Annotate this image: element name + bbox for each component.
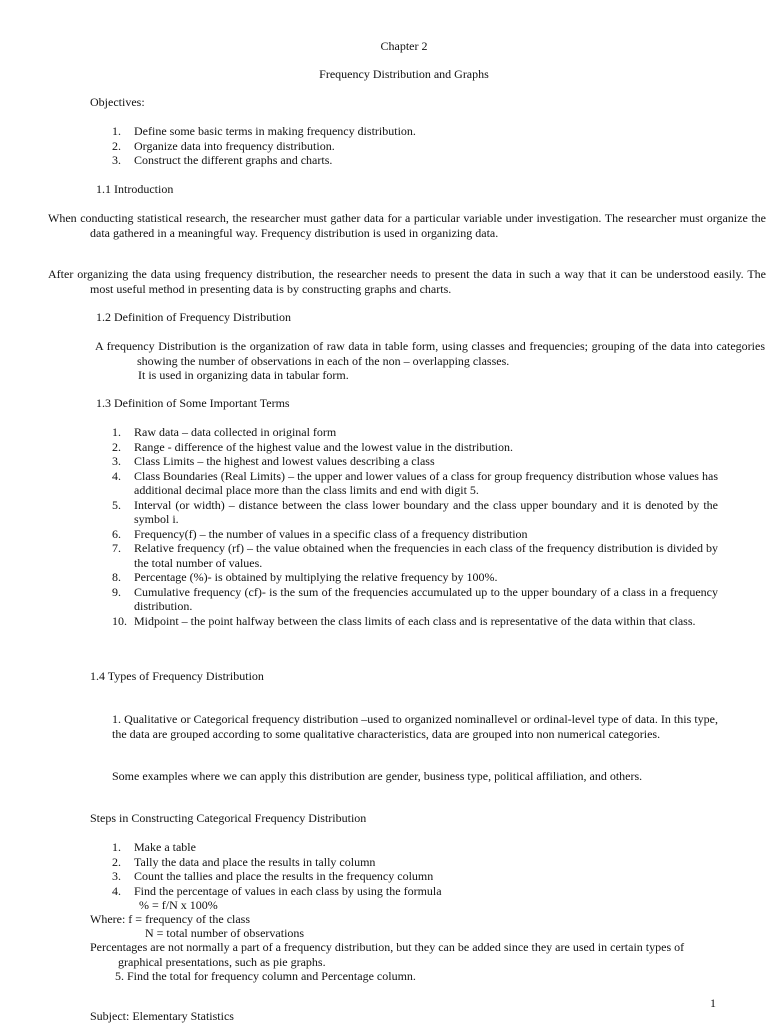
list-item: 4. Find the percentage of values in each class by using the formula (112, 883, 442, 898)
objectives-list (112, 124, 612, 168)
list-item: 4. Class Boundaries (Real Limits) – the upper and lower values of a class for group frequency distribution whose values has additional decimal place more than the class limits and end with digit 5. (112, 468, 718, 497)
where-f-line: Where: f = frequency of the class (90, 912, 251, 926)
list-item: 1. Make a table (112, 840, 196, 854)
section-heading-1-1: 1.1 Introduction (96, 182, 174, 196)
list-item: 1. Define some basic terms in making frequency distribution. (112, 124, 416, 138)
list-item: 1. Raw data – data collected in original form (112, 425, 337, 439)
intro-paragraph-2: After organizing the data using frequency distribution, the researcher needs to present the data in such a way that it can be understood easily. The most useful method in presenting data is by constructing graphs and charts. (48, 267, 766, 296)
where-n-line: N = total number of observations (145, 926, 305, 940)
step-5-line: 5. Find the total for frequency column and Percentage column. (115, 969, 416, 983)
examples-paragraph: Some examples where we can apply this distribution are gender, business type, political affiliation, and others. (112, 769, 643, 783)
section-heading-1-2: 1.2 Definition of Frequency Distribution (96, 310, 291, 324)
list-item: 9. Cumulative frequency (cf)- is the sum of the frequencies accumulated up to the upper boundary of a class in a frequency distribution. (112, 584, 718, 613)
terms-list (112, 425, 718, 628)
footer-subject: Subject: Elementary Statistics (90, 1009, 234, 1023)
section-heading-1-3: 1.3 Definition of Some Important Terms (96, 396, 290, 410)
definition-paragraph: A frequency Distribution is the organization of raw data in table form, using classes and frequencies; grouping of the data into categories showing the number of observations in each of the non – overlapping classes. (95, 339, 765, 368)
chapter-label: Chapter 2 (380, 39, 428, 53)
list-item: 3. Construct the different graphs and charts. (112, 153, 333, 167)
steps-list (112, 840, 672, 898)
definition-paragraph-tail: It is used in organizing data in tabular form. (138, 368, 349, 382)
list-item: 2. Range - difference of the highest value and the lowest value in the distribution. (112, 439, 514, 454)
section-heading-1-4: 1.4 Types of Frequency Distribution (90, 669, 264, 683)
percentage-formula: % = f/N x 100% (139, 898, 218, 912)
list-item: 3. Count the tallies and place the results in the frequency column (112, 869, 434, 883)
list-item: 8. Percentage (%)- is obtained by multiplying the relative frequency by 100%. (112, 570, 498, 584)
intro-paragraph-1: When conducting statistical research, the researcher must gather data for a particular variable under investigation. The researcher must organize the data gathered in a meaningful way. Frequency distribution is used in organizing data. (48, 211, 766, 240)
list-item: 7. Relative frequency (rf) – the value obtained when the frequencies in each class of the frequency distribution is divided by the total number of values. (112, 541, 718, 570)
list-item: 6. Frequency(f) – the number of values in a specific class of a frequency distribution (112, 526, 528, 541)
qualitative-paragraph: 1. Qualitative or Categorical frequency distribution –used to organized nominallevel or ordinal-level type of data. In this type, the data are grouped according to some qualitative characteristics, data are grouped into non numerical categories. (112, 712, 718, 741)
list-item: 5. Interval (or width) – distance between the class lower boundary and the class upper boundary and it is denoted by the symbol i. (112, 497, 718, 526)
chapter-title: Frequency Distribution and Graphs (319, 67, 489, 81)
list-item: 2. Organize data into frequency distribution. (112, 138, 335, 153)
objectives-heading: Objectives: (90, 95, 145, 109)
list-item: 10. Midpoint – the point halfway between the class limits of each class and is representative of the data within that class. (112, 613, 696, 628)
page-number: 1 (710, 996, 716, 1010)
list-item: 2. Tally the data and place the results in tally column (112, 854, 376, 869)
list-item: 3. Class Limits – the highest and lowest values describing a class (112, 454, 435, 468)
steps-heading: Steps in Constructing Categorical Frequency Distribution (90, 811, 367, 825)
percentages-note: Percentages are not normally a part of a frequency distribution, but they can be added since they are used in certain types of graphical presentations, such as pie graphs. (90, 940, 685, 969)
